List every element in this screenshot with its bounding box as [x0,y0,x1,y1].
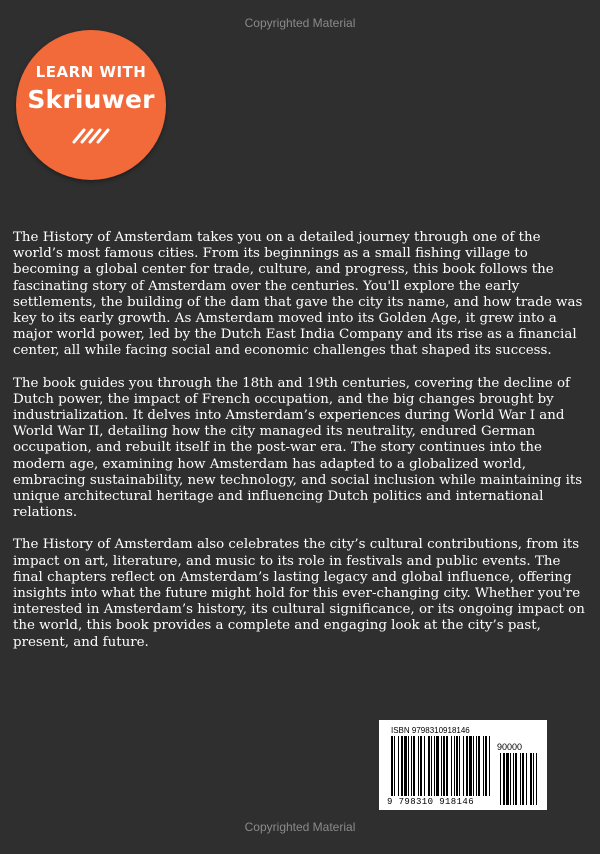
isbn-label: ISBN 9798310918146 [391,726,470,735]
barcode-addon-number: 90000 [497,742,523,752]
description-paragraph-2: The book guides you through the 18th and 19th centuries, covering the decline of Dutch power, the impact of French occupation, and the big changes brought by industrialization. It delves into Amsterdam’s experiences during World War I and World War II, detailing how the city managed its neutrality, endured German occupation, and rebuilt itself in the post-war era. The story continues into the modern age, examining how Amsterdam has adapted to a globalized world, embracing sustainability, new technology, and social inclusion while maintaining its unique architectural heritage and influencing Dutch politics and international relations. [13,375,583,521]
barcode-digits: 9 798310 918146 [387,797,475,807]
isbn-barcode [379,720,547,810]
watermark-top: Copyrighted Material [244,16,356,30]
description-paragraph-1: The History of Amsterdam takes you on a detailed journey through one of the world’s most famous cities. From its beginnings as a small fishing village to becoming a global center for trade, culture, and progress, this book follows the fascinating story of Amsterdam over the centuries. You'll explore the early settlements, the building of the dam that gave the city its name, and how trade was key to its early growth. As Amsterdam moved into its Golden Age, it grew into a major world power, led by the Dutch East India Company and its rise as a financial center, all while facing social and economic challenges that shaped its success. [13,230,583,359]
logo-line-1: LEARN WITH [35,63,147,81]
description-paragraph-3: The History of Amsterdam also celebrates the city’s cultural contributions, from its impact on art, literature, and music to its role in festivals and public events. The final chapters reflect on Amsterdam’s lasting legacy and global influence, offering insights into what the future might hold for this ever-changing city. Whether you're interested in Amsterdam’s history, its cultural significance, or its ongoing impact on the world, this book provides a complete and engaging look at the city’s past, present, and future. [13,537,585,650]
watermark-bottom: Copyrighted Material [244,820,356,834]
skriuwer-logo [16,30,166,180]
logo-line-2: Skriuwer [27,85,155,114]
book-description [13,230,587,667]
logo-stripes-icon [68,122,116,146]
